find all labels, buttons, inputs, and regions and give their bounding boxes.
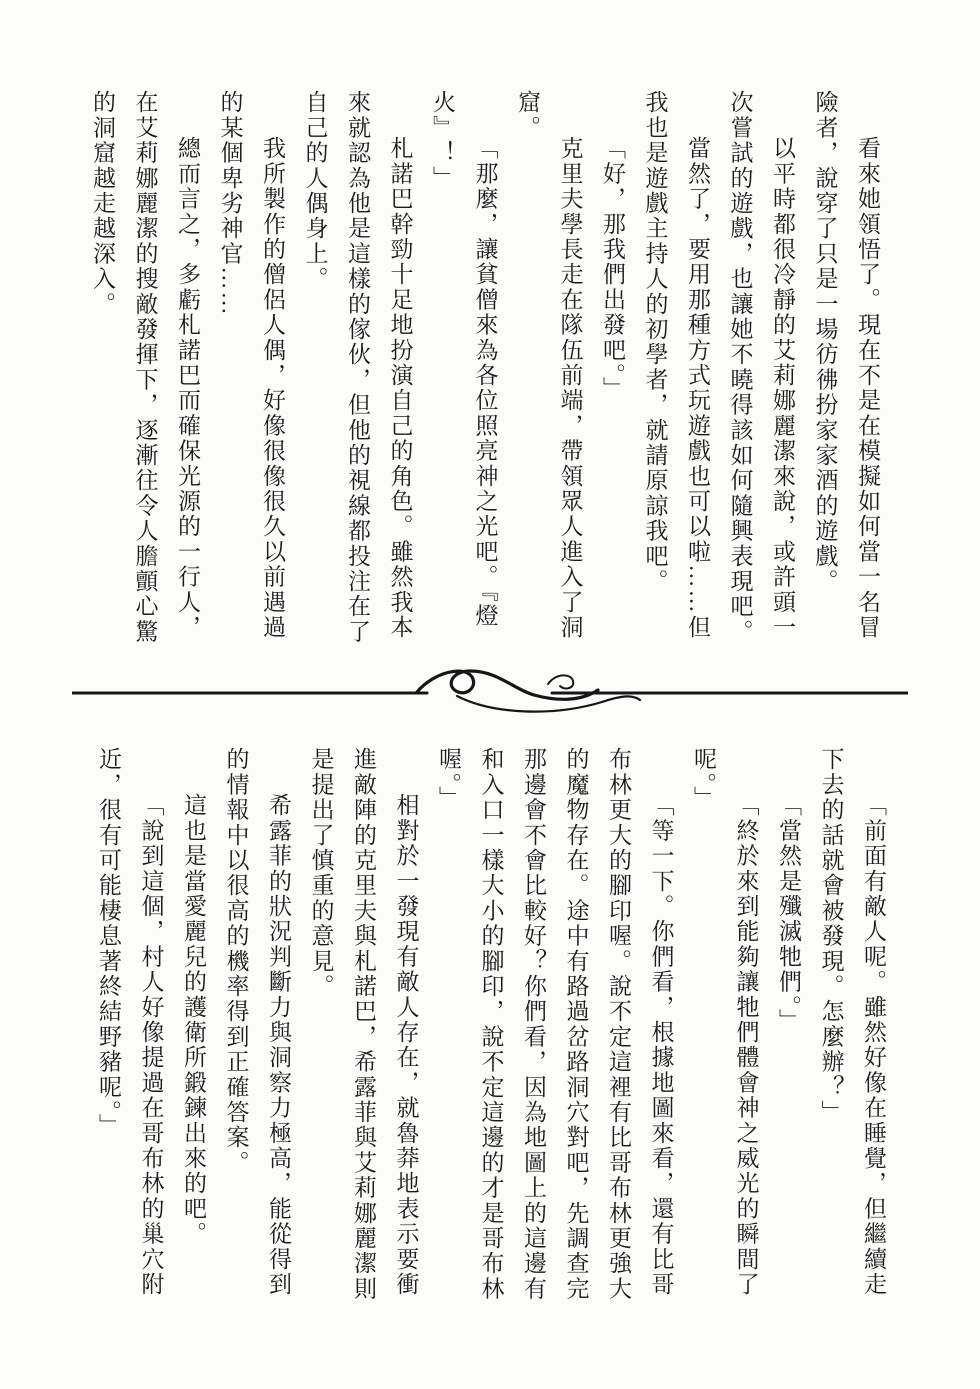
paragraph: 當然了，要用那種方式玩遊戲也可以啦……但我也是遊戲主持人的初學者，就請原諒我吧。 — [642, 90, 710, 640]
paragraph: 這也是當愛麗兒的護衛所鍛鍊出來的吧。 — [181, 793, 206, 1247]
dialogue-paragraph: 「當然是殲滅牠們。」 — [776, 793, 801, 1034]
paragraph: 克里夫學長走在隊伍前端，帶領眾人進入了洞窟。 — [515, 90, 583, 640]
paragraph: 以平時都很冷靜的艾莉娜麗潔來說，或許頭一次嘗試的遊戲，也讓她不曉得該如何隨興表現吧。 — [727, 90, 795, 645]
paragraph: 我所製作的僧侶人偶，好像很像很久以前遇過的某個卑劣神官…… — [217, 90, 285, 640]
dialogue-paragraph: 「等一下。你們看，根據地圖來看，還有比哥布林更大的腳印喔。說不定這裡有比哥布林更強大的魔物存在。途中有路過岔路洞穴對吧，先調查完那邊會不會比較好？你們看，因為地圖上的這邊有和入口一樣大小的腳印，說不定這邊的才是哥布林喔。」 — [436, 747, 674, 1302]
dialogue-paragraph: 「說到這個，村人好像提過在哥布林的巢穴附近，很有可能棲息著終結野豬呢。」 — [96, 747, 164, 1297]
dialogue-paragraph: 「終於來到能夠讓牠們體會神之威光的瞬間了呢。」 — [691, 747, 759, 1297]
paragraph: 希露菲的狀況判斷力與洞察力極高，能從得到的情報中以很高的機率得到正確答案。 — [223, 747, 291, 1297]
top-text-block — [81, 90, 889, 650]
paragraph: 札諾巴幹勁十足地扮演自己的角色。雖然我本來就認為他是這樣的傢伙，但他的視線都投注在了自己的人偶身上。 — [302, 90, 413, 645]
paragraph: 相對於一發現有敵人存在，就魯莽地表示要衝進敵陣的克里夫與札諾巴，希露菲與艾莉娜麗潔則是提出了慎重的意見。 — [308, 747, 419, 1302]
bottom-text-block — [87, 747, 895, 1307]
dialogue-paragraph: 「那麼，讓貧僧來為各位照亮神之光吧。『燈火』！」 — [430, 90, 498, 629]
flourish-ornament — [72, 662, 908, 726]
section-divider — [72, 662, 908, 726]
dialogue-paragraph: 「好，那我們出發吧。」 — [600, 136, 625, 402]
paragraph: 總而言之，多虧札諾巴而確保光源的一行人，在艾莉娜麗潔的搜敵發揮下，逐漸往令人膽顫心驚的洞窟越走越深入。 — [90, 90, 200, 645]
dialogue-paragraph: 「前面有敵人呢。雖然好像在睡覺，但繼續走下去的話就會被發現。怎麼辦？」 — [818, 747, 886, 1297]
paragraph: 看來她領悟了。現在不是在模擬如何當一名冒險者，說穿了只是一場彷彿扮家家酒的遊戲。 — [812, 90, 880, 640]
